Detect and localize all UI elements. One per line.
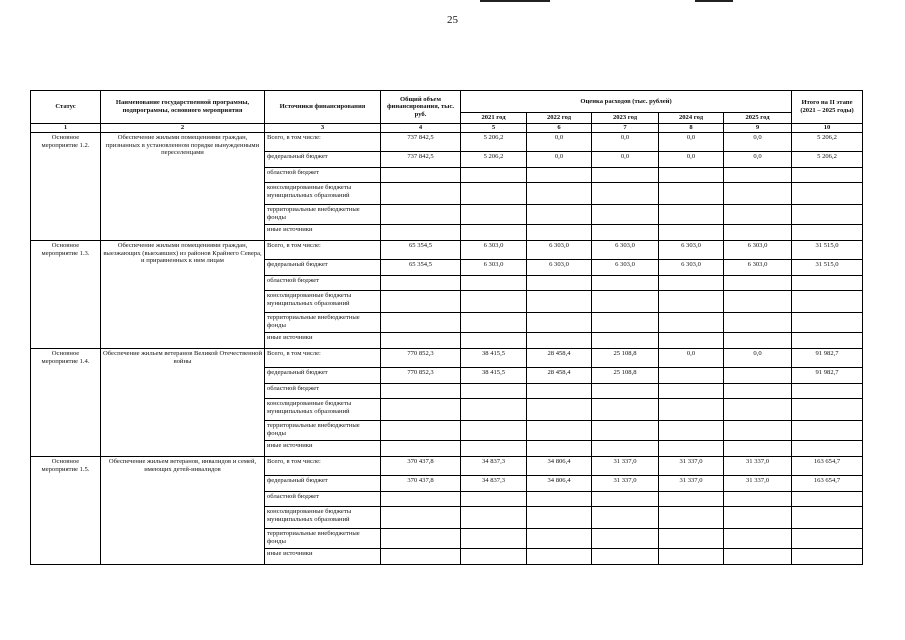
measure-name: Обеспечение жильем ветеранов Великой Отечественной войны <box>101 349 265 457</box>
amount-y2021 <box>461 492 527 507</box>
funding-source: консолидированные бюджеты муниципальных образований <box>265 291 381 313</box>
amount-y2024: 31 337,0 <box>659 476 724 492</box>
amount-y2022 <box>527 333 592 349</box>
amount-y2025 <box>724 441 792 457</box>
amount-y2025: 31 337,0 <box>724 476 792 492</box>
amount-y2025 <box>724 368 792 384</box>
budget-table <box>30 90 863 565</box>
amount-y2025 <box>724 492 792 507</box>
amount-y2022 <box>527 399 592 421</box>
funding-source: Всего, в том числе: <box>265 457 381 476</box>
amount-y2025 <box>724 225 792 241</box>
amount-y2022: 34 806,4 <box>527 457 592 476</box>
amount-y2023 <box>592 168 659 183</box>
funding-source: областной бюджет <box>265 492 381 507</box>
funding-source: областной бюджет <box>265 168 381 183</box>
amount-total: 737 842,5 <box>381 152 461 168</box>
amount-y2022 <box>527 549 592 565</box>
col-number: 4 <box>381 124 461 133</box>
amount-y2023 <box>592 276 659 291</box>
header-stage-total: Итого на II этапе (2021 – 2025 годы) <box>792 91 863 124</box>
amount-y2022 <box>527 492 592 507</box>
amount-stage: 5 206,2 <box>792 133 863 152</box>
funding-source: Всего, в том числе: <box>265 349 381 368</box>
amount-total <box>381 225 461 241</box>
amount-stage <box>792 421 863 441</box>
amount-y2025: 6 303,0 <box>724 241 792 260</box>
amount-y2021 <box>461 399 527 421</box>
amount-y2021: 38 415,5 <box>461 349 527 368</box>
amount-y2024 <box>659 549 724 565</box>
amount-total <box>381 529 461 549</box>
funding-source: областной бюджет <box>265 384 381 399</box>
amount-y2025 <box>724 183 792 205</box>
amount-y2023: 31 337,0 <box>592 457 659 476</box>
amount-stage: 31 515,0 <box>792 241 863 260</box>
amount-stage <box>792 313 863 333</box>
amount-y2025 <box>724 421 792 441</box>
amount-total <box>381 168 461 183</box>
amount-y2025 <box>724 276 792 291</box>
amount-y2022: 28 458,4 <box>527 368 592 384</box>
amount-total <box>381 333 461 349</box>
amount-total: 65 354,5 <box>381 260 461 276</box>
amount-total: 770 852,3 <box>381 349 461 368</box>
amount-stage <box>792 507 863 529</box>
funding-source: консолидированные бюджеты муниципальных образований <box>265 183 381 205</box>
amount-total: 370 437,8 <box>381 476 461 492</box>
amount-y2023 <box>592 205 659 225</box>
amount-y2024 <box>659 441 724 457</box>
amount-total <box>381 507 461 529</box>
amount-total <box>381 313 461 333</box>
amount-y2022 <box>527 183 592 205</box>
amount-y2022 <box>527 168 592 183</box>
amount-y2024: 0,0 <box>659 152 724 168</box>
amount-y2024 <box>659 529 724 549</box>
measure-name: Обеспечение жилыми помещениями граждан, выезжающих (выехавших) из районов Крайнего Севера, и приравненных к ним лицам <box>101 241 265 349</box>
col-number: 9 <box>724 124 792 133</box>
amount-y2021 <box>461 333 527 349</box>
table-row <box>31 241 863 260</box>
measure-name: Обеспечение жилыми помещениями граждан, признанных в установленном порядке вынужденными переселенцами <box>101 133 265 241</box>
header-status: Статус <box>31 91 101 124</box>
amount-total <box>381 421 461 441</box>
funding-source: федеральный бюджет <box>265 368 381 384</box>
measure-status: Основное мероприятие 1.2. <box>31 133 101 241</box>
amount-y2022 <box>527 441 592 457</box>
amount-y2024 <box>659 225 724 241</box>
amount-y2022 <box>527 384 592 399</box>
amount-y2025 <box>724 529 792 549</box>
table-row <box>31 457 863 476</box>
amount-stage: 5 206,2 <box>792 152 863 168</box>
amount-y2025: 0,0 <box>724 133 792 152</box>
amount-total <box>381 549 461 565</box>
amount-stage <box>792 225 863 241</box>
funding-source: иные источники <box>265 225 381 241</box>
amount-y2025: 6 303,0 <box>724 260 792 276</box>
col-number: 10 <box>792 124 863 133</box>
amount-y2025 <box>724 333 792 349</box>
amount-y2024 <box>659 168 724 183</box>
amount-y2022 <box>527 205 592 225</box>
amount-y2025 <box>724 549 792 565</box>
amount-y2025 <box>724 313 792 333</box>
amount-y2024 <box>659 276 724 291</box>
amount-y2021 <box>461 549 527 565</box>
funding-source: иные источники <box>265 333 381 349</box>
amount-total <box>381 183 461 205</box>
funding-source: территориальные внебюджетные фонды <box>265 313 381 333</box>
amount-y2023: 25 108,8 <box>592 368 659 384</box>
amount-y2022: 0,0 <box>527 133 592 152</box>
funding-source: территориальные внебюджетные фонды <box>265 529 381 549</box>
amount-y2022: 0,0 <box>527 152 592 168</box>
amount-y2023 <box>592 183 659 205</box>
col-number: 7 <box>592 124 659 133</box>
amount-y2024 <box>659 291 724 313</box>
amount-y2022 <box>527 225 592 241</box>
amount-stage <box>792 168 863 183</box>
amount-y2021 <box>461 313 527 333</box>
amount-y2024 <box>659 205 724 225</box>
amount-y2021 <box>461 441 527 457</box>
amount-total: 370 437,8 <box>381 457 461 476</box>
funding-source: федеральный бюджет <box>265 260 381 276</box>
amount-y2024: 0,0 <box>659 349 724 368</box>
table-body <box>31 133 863 565</box>
amount-y2023: 0,0 <box>592 133 659 152</box>
amount-stage <box>792 399 863 421</box>
funding-source: областной бюджет <box>265 276 381 291</box>
page-number: 25 <box>447 14 458 26</box>
amount-y2024 <box>659 492 724 507</box>
amount-y2022 <box>527 276 592 291</box>
col-number: 8 <box>659 124 724 133</box>
amount-stage: 163 654,7 <box>792 476 863 492</box>
amount-y2023: 31 337,0 <box>592 476 659 492</box>
amount-y2021: 6 303,0 <box>461 260 527 276</box>
amount-y2022: 28 458,4 <box>527 349 592 368</box>
header-year-2025: 2025 год <box>724 113 792 124</box>
col-number: 5 <box>461 124 527 133</box>
measure-status: Основное мероприятие 1.3. <box>31 241 101 349</box>
header-source: Источники финансирования <box>265 91 381 124</box>
amount-total <box>381 441 461 457</box>
amount-y2021 <box>461 168 527 183</box>
amount-y2025 <box>724 168 792 183</box>
amount-y2025: 0,0 <box>724 152 792 168</box>
amount-y2025 <box>724 399 792 421</box>
amount-y2023 <box>592 507 659 529</box>
amount-total <box>381 492 461 507</box>
table-row <box>31 349 863 368</box>
amount-total <box>381 291 461 313</box>
amount-y2023: 0,0 <box>592 152 659 168</box>
amount-y2021: 34 837,3 <box>461 457 527 476</box>
funding-source: иные источники <box>265 549 381 565</box>
header-year-2021: 2021 год <box>461 113 527 124</box>
amount-y2022 <box>527 421 592 441</box>
amount-y2025: 0,0 <box>724 349 792 368</box>
amount-y2025: 31 337,0 <box>724 457 792 476</box>
funding-source: федеральный бюджет <box>265 152 381 168</box>
amount-y2023: 6 303,0 <box>592 241 659 260</box>
funding-source: консолидированные бюджеты муниципальных образований <box>265 399 381 421</box>
header-year-2024: 2024 год <box>659 113 724 124</box>
amount-stage: 31 515,0 <box>792 260 863 276</box>
amount-y2023 <box>592 333 659 349</box>
amount-total: 737 842,5 <box>381 133 461 152</box>
header-total: Общий объем финансирования, тыс. руб. <box>381 91 461 124</box>
amount-y2021: 38 415,5 <box>461 368 527 384</box>
scan-mark-right <box>695 0 733 2</box>
measure-status: Основное мероприятие 1.4. <box>31 349 101 457</box>
amount-y2024 <box>659 313 724 333</box>
funding-source: федеральный бюджет <box>265 476 381 492</box>
header-year-2023: 2023 год <box>592 113 659 124</box>
column-number-row <box>31 124 863 133</box>
amount-y2024 <box>659 507 724 529</box>
amount-stage <box>792 205 863 225</box>
amount-y2024: 6 303,0 <box>659 241 724 260</box>
amount-total <box>381 276 461 291</box>
amount-y2023 <box>592 529 659 549</box>
measure-status: Основное мероприятие 1.5. <box>31 457 101 565</box>
amount-y2023: 25 108,8 <box>592 349 659 368</box>
amount-y2021 <box>461 183 527 205</box>
amount-y2021: 34 837,3 <box>461 476 527 492</box>
amount-y2023 <box>592 399 659 421</box>
amount-stage <box>792 492 863 507</box>
amount-stage <box>792 384 863 399</box>
amount-y2021 <box>461 529 527 549</box>
amount-y2024: 6 303,0 <box>659 260 724 276</box>
amount-y2022: 6 303,0 <box>527 260 592 276</box>
amount-y2022 <box>527 291 592 313</box>
amount-stage <box>792 183 863 205</box>
funding-source: Всего, в том числе: <box>265 133 381 152</box>
amount-y2022 <box>527 529 592 549</box>
funding-source: иные источники <box>265 441 381 457</box>
amount-y2021: 5 206,2 <box>461 152 527 168</box>
amount-y2025 <box>724 291 792 313</box>
amount-total <box>381 399 461 421</box>
amount-stage <box>792 441 863 457</box>
funding-source: Всего, в том числе: <box>265 241 381 260</box>
col-number: 6 <box>527 124 592 133</box>
funding-source: консолидированные бюджеты муниципальных образований <box>265 507 381 529</box>
amount-y2023: 6 303,0 <box>592 260 659 276</box>
col-number: 1 <box>31 124 101 133</box>
amount-y2023 <box>592 492 659 507</box>
amount-stage: 91 982,7 <box>792 349 863 368</box>
amount-y2021 <box>461 276 527 291</box>
amount-y2021: 5 206,2 <box>461 133 527 152</box>
amount-y2022: 6 303,0 <box>527 241 592 260</box>
amount-y2024 <box>659 399 724 421</box>
amount-y2025 <box>724 507 792 529</box>
amount-y2023 <box>592 549 659 565</box>
amount-y2021: 6 303,0 <box>461 241 527 260</box>
amount-y2023 <box>592 421 659 441</box>
amount-y2023 <box>592 225 659 241</box>
amount-y2024 <box>659 368 724 384</box>
amount-stage <box>792 529 863 549</box>
header-estimate: Оценка расходов (тыс. рублей) <box>461 91 792 113</box>
amount-y2022: 34 806,4 <box>527 476 592 492</box>
header-name: Наименование государственной программы, подпрограммы, основного мероприятия <box>101 91 265 124</box>
amount-y2025 <box>724 384 792 399</box>
amount-y2021 <box>461 225 527 241</box>
amount-total <box>381 384 461 399</box>
amount-y2022 <box>527 313 592 333</box>
header-year-2022: 2022 год <box>527 113 592 124</box>
funding-source: территориальные внебюджетные фонды <box>265 421 381 441</box>
amount-y2021 <box>461 507 527 529</box>
amount-y2024 <box>659 384 724 399</box>
amount-stage: 163 654,7 <box>792 457 863 476</box>
amount-y2021 <box>461 205 527 225</box>
amount-y2023 <box>592 384 659 399</box>
scan-mark-left <box>480 0 550 2</box>
funding-source: территориальные внебюджетные фонды <box>265 205 381 225</box>
amount-y2023 <box>592 441 659 457</box>
amount-y2022 <box>527 507 592 529</box>
amount-stage <box>792 291 863 313</box>
amount-total: 65 354,5 <box>381 241 461 260</box>
amount-total: 770 852,3 <box>381 368 461 384</box>
amount-stage: 91 982,7 <box>792 368 863 384</box>
amount-stage <box>792 549 863 565</box>
amount-y2024 <box>659 183 724 205</box>
amount-y2025 <box>724 205 792 225</box>
amount-stage <box>792 276 863 291</box>
amount-y2024: 31 337,0 <box>659 457 724 476</box>
amount-stage <box>792 333 863 349</box>
amount-y2024 <box>659 333 724 349</box>
col-number: 3 <box>265 124 381 133</box>
amount-y2024: 0,0 <box>659 133 724 152</box>
amount-total <box>381 205 461 225</box>
table-row <box>31 133 863 152</box>
amount-y2024 <box>659 421 724 441</box>
amount-y2023 <box>592 291 659 313</box>
col-number: 2 <box>101 124 265 133</box>
amount-y2021 <box>461 421 527 441</box>
amount-y2021 <box>461 291 527 313</box>
measure-name: Обеспечение жильем ветеранов, инвалидов и семей, имеющих детей-инвалидов <box>101 457 265 565</box>
amount-y2021 <box>461 384 527 399</box>
amount-y2023 <box>592 313 659 333</box>
